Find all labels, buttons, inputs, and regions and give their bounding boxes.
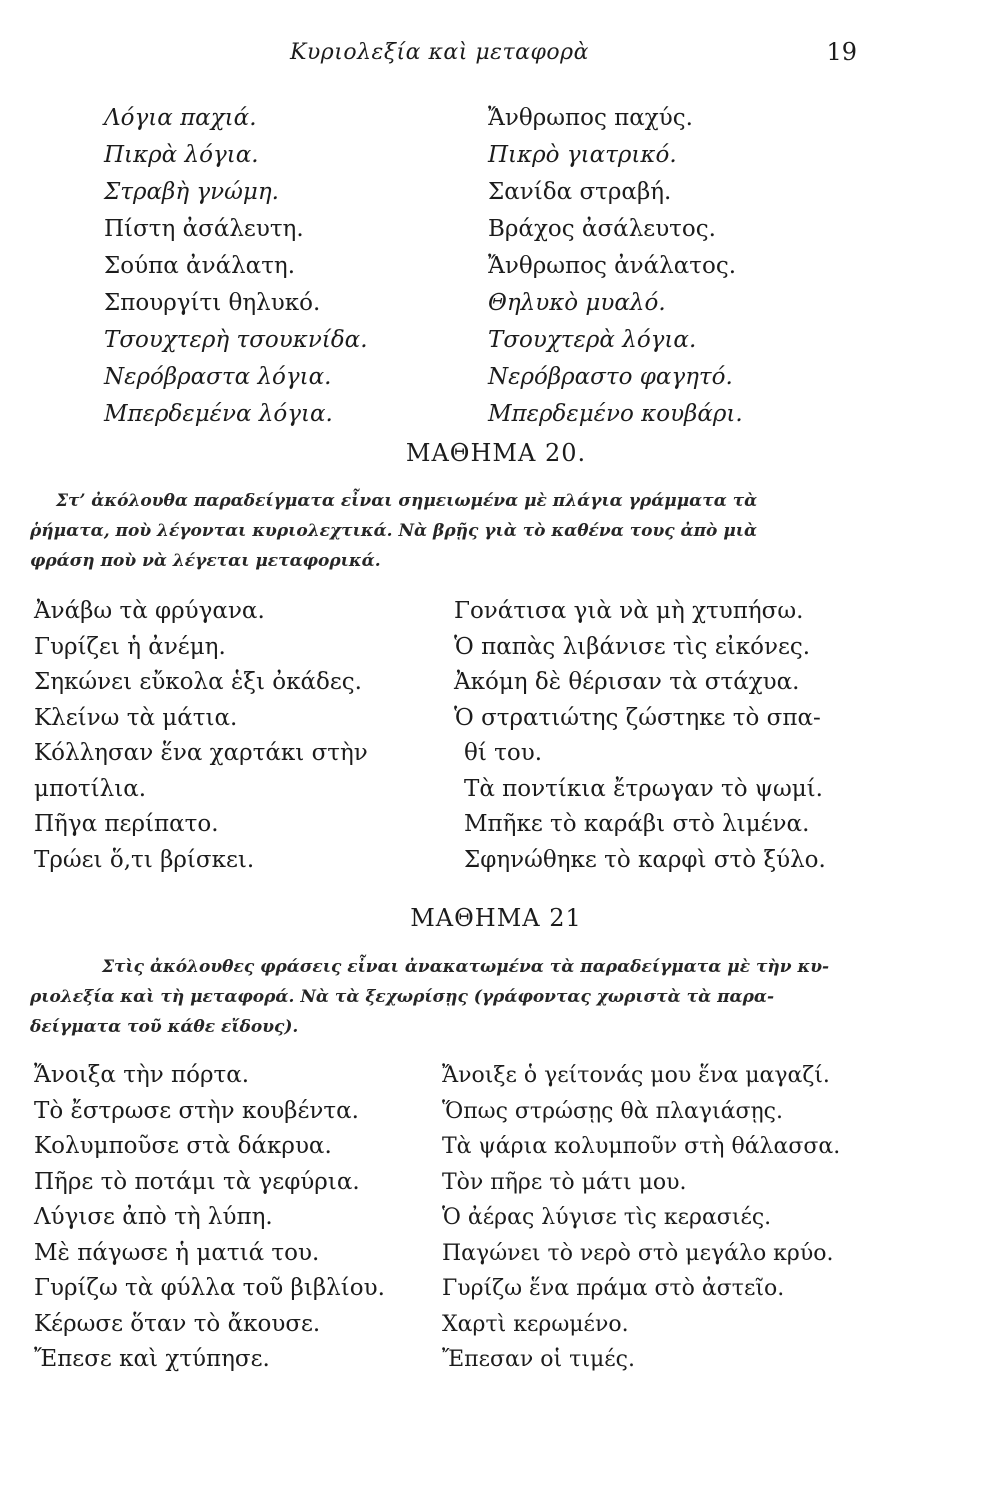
list-item: Κλείνω τὰ μάτια. xyxy=(34,704,238,731)
list-item: Λόγια παχιά. xyxy=(104,105,257,131)
list-item: Μὲ πάγωσε ἡ ματιά του. xyxy=(34,1239,320,1266)
list-item: Ἀνάβω τὰ φρύγανα. xyxy=(34,598,265,624)
list-item: Στραβὴ γνώμη. xyxy=(104,179,279,205)
instruction-line: Στ’ ἀκόλουθα παραδείγματα εἶναι σημειωμένα μὲ πλάγια γράμματα τὰ xyxy=(56,491,758,511)
list-item: Λύγισε ἀπὸ τὴ λύπη. xyxy=(34,1204,273,1230)
list-item: Σανίδα στραβή. xyxy=(488,179,672,205)
list-item: Ἔπεσε καὶ χτύπησε. xyxy=(34,1346,270,1372)
list-item: Ἀκόμη δὲ θέρισαν τὰ στάχυα. xyxy=(454,669,800,695)
list-item: Πῆγα περίπατο. xyxy=(34,811,219,837)
list-item: Θηλυκὸ μυαλό. xyxy=(488,290,666,316)
list-item: Τὸ ἔστρωσε στὴν κουβέντα. xyxy=(34,1097,359,1124)
list-item: Γυρίζω τὰ φύλλα τοῦ βιβλίου. xyxy=(34,1275,385,1301)
list-item: Τσουχτερὰ λόγια. xyxy=(488,327,697,353)
list-item: Νερόβραστα λόγια. xyxy=(104,364,332,390)
list-item: Σηκώνει εὔκολα ἑξι ὀκάδες. xyxy=(34,669,362,695)
lesson-20-instruction xyxy=(30,486,860,576)
instruction-line: ῥήματα, ποὺ λέγονται κυριολεχτικά. Νὰ βρῇς γιὰ τὸ καθένα τους ἀπὸ μιὰ xyxy=(30,521,758,541)
list-item: Ὅπως στρώσῃς θὰ πλαγιάσῃς. xyxy=(442,1098,783,1124)
running-head: Κυριολεξία καὶ μεταφορὰ xyxy=(290,40,589,65)
list-item: Ἄνοιξε ὁ γείτονάς μου ἕνα μαγαζί. xyxy=(442,1063,830,1088)
list-item: Γυρίζει ἡ ἀνέμη. xyxy=(34,633,226,660)
lesson-21-instruction xyxy=(30,952,860,1042)
list-item: Βράχος ἀσάλευτος. xyxy=(488,216,716,242)
lesson-21-left-column xyxy=(34,1058,385,1378)
list-item: Γυρίζω ἕνα πράμα στὸ ἀστεῖο. xyxy=(442,1276,785,1301)
list-item: Σπουργίτι θηλυκό. xyxy=(104,290,321,316)
list-item: Τὸν πῆρε τὸ μάτι μου. xyxy=(442,1169,687,1195)
list-item: Παγώνει τὸ νερὸ στὸ μεγάλο κρύο. xyxy=(442,1240,834,1266)
list-item: Τὰ ψάρια κολυμποῦν στὴ θάλασσα. xyxy=(442,1134,841,1159)
instruction-line: φράση ποὺ νὰ λέγεται μεταφορικά. xyxy=(30,551,381,571)
top-list-right-column xyxy=(488,100,743,433)
list-item: Μπερδεμένο κουβάρι. xyxy=(488,401,743,427)
list-item: Τὰ ποντίκια ἔτρωγαν τὸ ψωμί. xyxy=(464,775,823,802)
list-item: Ὁ ἀέρας λύγισε τὶς κερασιές. xyxy=(442,1205,772,1230)
lesson-20-left-column xyxy=(34,594,368,878)
list-item: Γονάτισα γιὰ νὰ μὴ χτυπήσω. xyxy=(454,598,804,624)
list-item: Ἄνοιξα τὴν πόρτα. xyxy=(34,1062,250,1088)
instruction-line: δείγματα τοῦ κάθε εἴδους). xyxy=(30,1017,299,1037)
page-number: 19 xyxy=(826,38,857,66)
list-item: Ἔπεσαν οἱ τιμές. xyxy=(442,1347,635,1372)
lesson-21-title: ΜΑΘΗΜΑ 21 xyxy=(410,904,582,932)
list-item: Ἄνθρωπος παχύς. xyxy=(488,105,693,131)
list-item: Τρώει ὅ,τι βρίσκει. xyxy=(34,846,255,873)
list-item: Μπερδεμένα λόγια. xyxy=(104,401,333,427)
list-item: Τσουχτερὴ τσουκνίδα. xyxy=(104,327,368,353)
list-item: Σφηνώθηκε τὸ καρφὶ στὸ ξύλο. xyxy=(464,846,826,873)
list-item: Νερόβραστο φαγητό. xyxy=(488,364,733,390)
list-item: Πικρὸ γιατρικό. xyxy=(488,142,677,168)
list-item: Ὁ στρατιώτης ζώστηκε τὸ σπα- xyxy=(454,704,821,731)
lesson-20-title: ΜΑΘΗΜΑ 20. xyxy=(405,439,587,467)
instruction-line: Στὶς ἀκόλουθες φράσεις εἶναι ἀνακατωμένα τὰ παραδείγματα μὲ τὴν κυ- xyxy=(102,957,830,977)
list-item: Πῆρε τὸ ποτάμι τὰ γεφύρια. xyxy=(34,1168,360,1195)
list-item: θί του. xyxy=(464,740,543,766)
instruction-line: ριολεξία καὶ τὴ μεταφορά. Νὰ τὰ ξεχωρίσῃς (γράφοντας χωριστὰ τὰ παρα- xyxy=(30,987,775,1007)
list-item: Σούπα ἀνάλατη. xyxy=(104,253,296,279)
list-item: Χαρτὶ κερωμένο. xyxy=(442,1311,629,1337)
list-item: Πικρὰ λόγια. xyxy=(104,142,259,168)
lesson-20-right-column xyxy=(454,594,826,878)
list-item: Μπῆκε τὸ καράβι στὸ λιμένα. xyxy=(464,811,810,837)
top-list-left-column xyxy=(104,100,368,433)
list-item: Κόλλησαν ἕνα χαρτάκι στὴν xyxy=(34,740,368,766)
list-item: Ὁ παπὰς λιβάνισε τὶς εἰκόνες. xyxy=(454,633,811,660)
lesson-21-right-column xyxy=(442,1058,840,1378)
list-item: Ἄνθρωπος ἀνάλατος. xyxy=(488,253,737,279)
list-item: Πίστη ἀσάλευτη. xyxy=(104,216,304,242)
list-item: Κέρωσε ὅταν τὸ ἄκουσε. xyxy=(34,1310,321,1337)
list-item: μποτίλια. xyxy=(34,775,147,802)
list-item: Κολυμποῦσε στὰ δάκρυα. xyxy=(34,1133,332,1159)
